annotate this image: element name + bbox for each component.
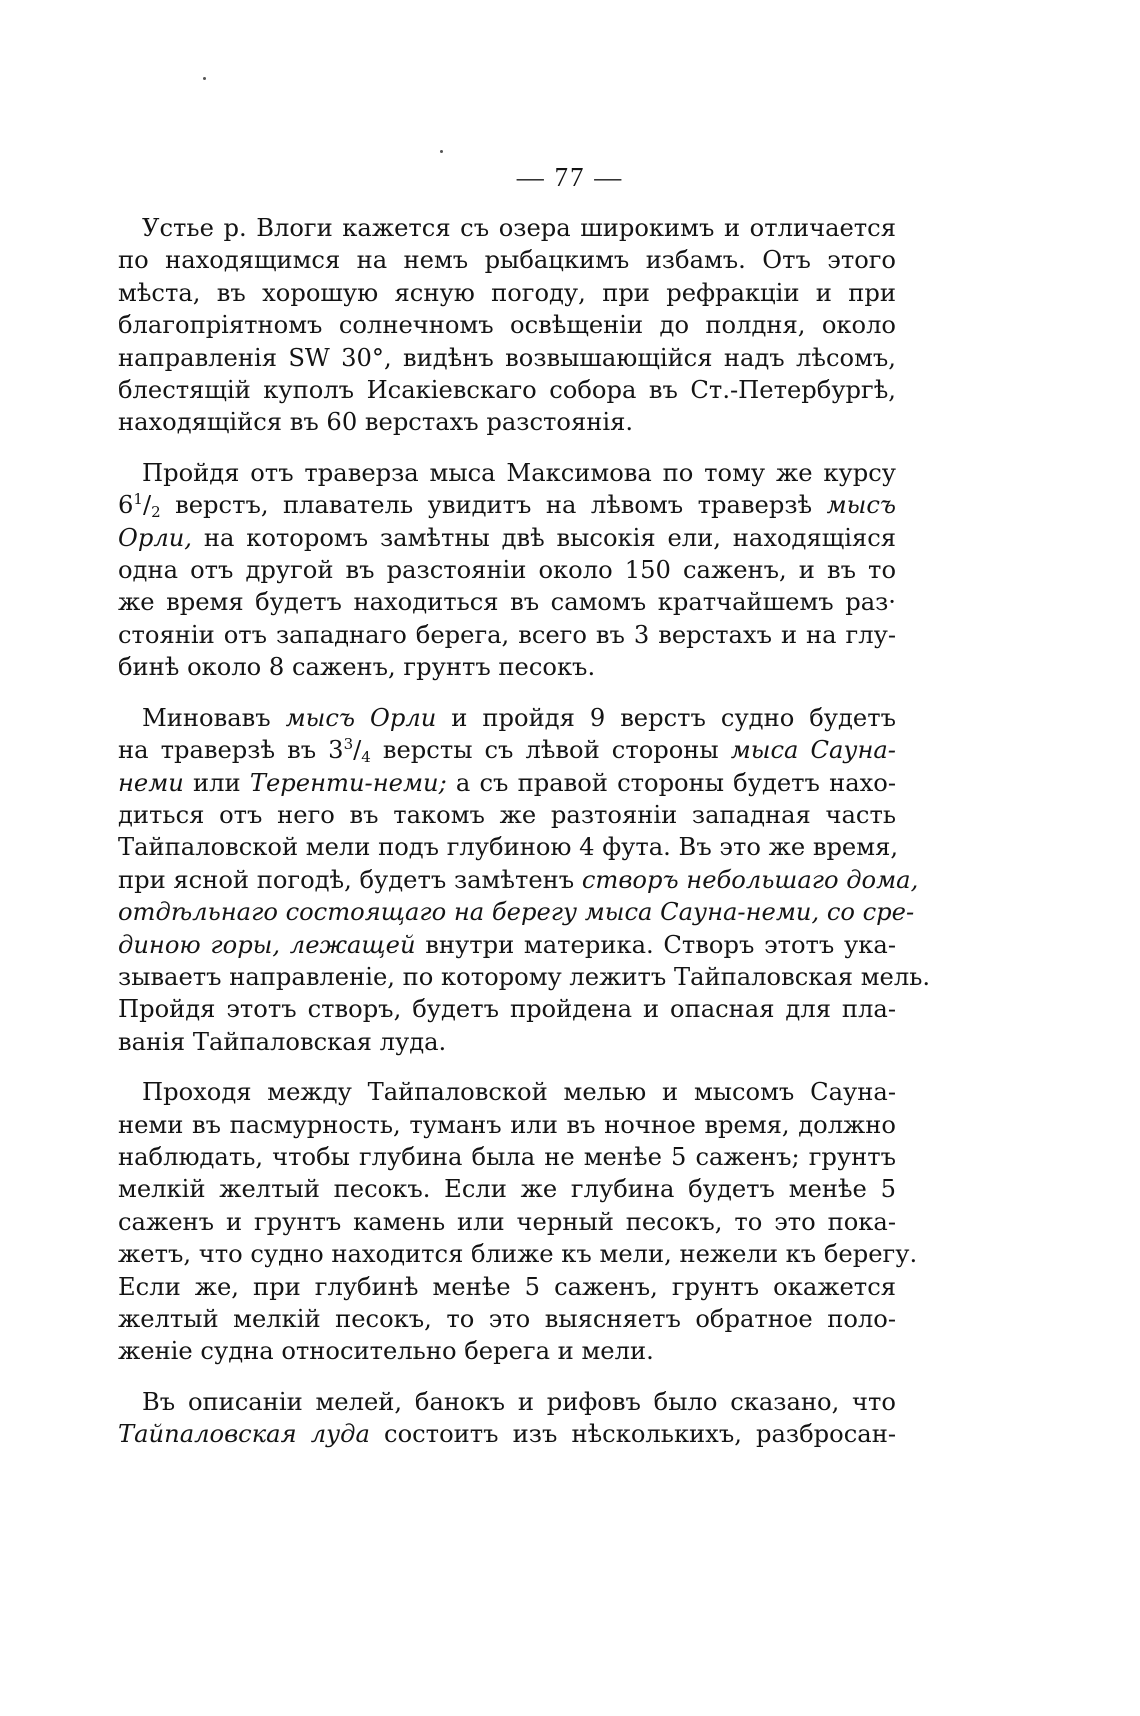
text-line xyxy=(118,619,896,651)
fraction-numerator: 1 xyxy=(133,490,143,509)
text-run: ванія Тайпаловская луда. xyxy=(118,1027,447,1056)
text-line xyxy=(118,554,896,586)
text-line xyxy=(118,489,896,521)
paragraph-2 xyxy=(118,457,896,684)
text-run: версты съ лѣвой стороны xyxy=(370,736,731,765)
text-line: Если же, при глубинѣ менѣе 5 саженъ, грунтъ окажется xyxy=(118,1272,896,1301)
fraction-numerator: 3 xyxy=(343,735,354,754)
text-run: внутри материка. Створъ этотъ ука- xyxy=(415,930,896,959)
text-line xyxy=(118,799,896,831)
italic-run: Орли, xyxy=(118,523,192,552)
fraction-denominator: 4 xyxy=(361,747,371,766)
italic-run: Теренти-неми; xyxy=(249,768,447,797)
paragraph-5 xyxy=(118,1386,896,1451)
text-line xyxy=(118,961,931,993)
text-run: и пройдя 9 верстъ судно будетъ xyxy=(436,703,897,732)
fraction-slash: / xyxy=(142,491,152,520)
text-run: Тайпаловской мели подъ глубиною 4 фута. Въ это же время, xyxy=(118,833,899,862)
text-line xyxy=(118,1386,896,1418)
text-line: мелкій желтый песокъ. Если же глубина будетъ менѣе 5 xyxy=(118,1175,896,1204)
text-line xyxy=(118,896,915,928)
text-run: Пройдя отъ траверза мыса Максимова по тому же курсу xyxy=(142,458,896,487)
italic-run: мысъ Орли xyxy=(285,703,437,732)
text-line: женіе судна относительно берега и мели. xyxy=(118,1337,654,1366)
text-line: по находящимся на немъ рыбацкимъ избамъ. Отъ этого xyxy=(118,246,896,275)
text-line: неми въ пасмурность, туманъ или въ ночное время, должно xyxy=(118,1110,896,1139)
text-run: диться отъ него въ такомъ же разтояніи западная часть xyxy=(118,800,896,829)
text-line xyxy=(118,864,919,896)
italic-run: отдѣльнаго состоящаго на берегу мыса Сауна-неми, со сре- xyxy=(118,898,915,927)
text-line xyxy=(118,831,899,863)
text-run: стояніи отъ западнаго берега, всего въ 3 верстахъ и на глу- xyxy=(118,620,896,649)
body-text xyxy=(118,212,931,1469)
text-line xyxy=(118,651,896,683)
text-line: находящійся въ 60 верстахъ разстоянія. xyxy=(118,408,634,437)
fraction-slash: / xyxy=(353,736,362,765)
text-line: Устье р. Влоги кажется съ озера широкимъ и отличается xyxy=(142,214,896,242)
italic-run: мысъ xyxy=(826,491,896,520)
text-run: а съ правой стороны будетъ нахо- xyxy=(446,768,897,797)
text-run: верстъ, плаватель увидитъ на лѣвомъ траверзѣ xyxy=(160,491,827,520)
italic-run: Тайпаловская луда xyxy=(118,1420,370,1449)
text-line: блестящій куполъ Исакіевскаго собора въ Ст.-Петербургѣ, xyxy=(118,376,896,405)
text-line: Проходя между Тайпаловской мелью и мысомъ Сауна- xyxy=(142,1078,896,1107)
text-run: Миновавъ xyxy=(142,703,286,732)
italic-run: мыса Сауна- xyxy=(730,736,896,765)
text-line: саженъ и грунтъ камень или черный песокъ, то это пока- xyxy=(118,1207,896,1236)
text-line xyxy=(118,734,896,766)
text-run: состоитъ изъ нѣсколькихъ, разбросан- xyxy=(369,1420,896,1449)
text-line: благопріятномъ солнечномъ освѣщеніи до полдня, около xyxy=(118,311,896,340)
text-run: же время будетъ находиться въ самомъ кратчайшемъ раз· xyxy=(118,588,896,617)
dust-speck xyxy=(440,150,443,153)
text-run: Пройдя этотъ створъ, будетъ пройдена и опасная для пла- xyxy=(118,995,896,1024)
text-line xyxy=(118,702,896,734)
italic-run: диною горы, лежащей xyxy=(118,930,416,959)
text-run: одна отъ другой въ разстояніи около 150 саженъ, и въ то xyxy=(118,556,896,585)
text-line: направленія SW 30°, видѣнъ возвышающійся надъ лѣсомъ, xyxy=(118,343,896,372)
text-line: желтый мелкій песокъ, то это выясняетъ обратное поло- xyxy=(118,1305,896,1333)
paragraph-4 xyxy=(118,1076,918,1368)
text-line: мѣста, въ хорошую ясную погоду, при рефракціи и при xyxy=(118,278,896,307)
italic-run: неми xyxy=(118,768,184,797)
fraction-denominator: 2 xyxy=(151,503,161,521)
page-number: — 77 — xyxy=(516,162,624,192)
text-line xyxy=(118,586,896,618)
text-line: жетъ, что судно находится ближе къ мели, нежели къ берегу. xyxy=(118,1240,918,1269)
text-run: или xyxy=(183,768,250,797)
text-run: 6 xyxy=(118,491,134,520)
text-line xyxy=(118,1026,896,1058)
text-line xyxy=(118,1418,896,1450)
italic-run: створъ небольшаго дома, xyxy=(581,865,919,894)
text-run: при ясной погодѣ, будетъ замѣтенъ xyxy=(118,865,582,894)
text-line xyxy=(118,993,896,1025)
text-line xyxy=(118,522,896,554)
text-run: на которомъ замѣтны двѣ высокія ели, находящіяся xyxy=(191,523,896,552)
text-line xyxy=(118,929,896,961)
text-run: бинѣ около 8 саженъ, грунтъ песокъ. xyxy=(118,653,596,682)
paragraph-3 xyxy=(118,702,931,1058)
text-run: Въ описаніи мелей, банокъ и рифовъ было сказано, что xyxy=(142,1387,896,1416)
text-line xyxy=(118,767,896,799)
dust-speck xyxy=(203,77,206,80)
text-run: зываетъ направленіе, по которому лежитъ Тайпаловская мель. xyxy=(118,962,931,991)
text-line: наблюдать, чтобы глубина была не менѣе 5 саженъ; грунтъ xyxy=(118,1142,896,1171)
paragraph-1 xyxy=(118,212,896,439)
text-run: на траверзѣ въ 3 xyxy=(118,736,344,765)
text-line xyxy=(118,457,896,489)
